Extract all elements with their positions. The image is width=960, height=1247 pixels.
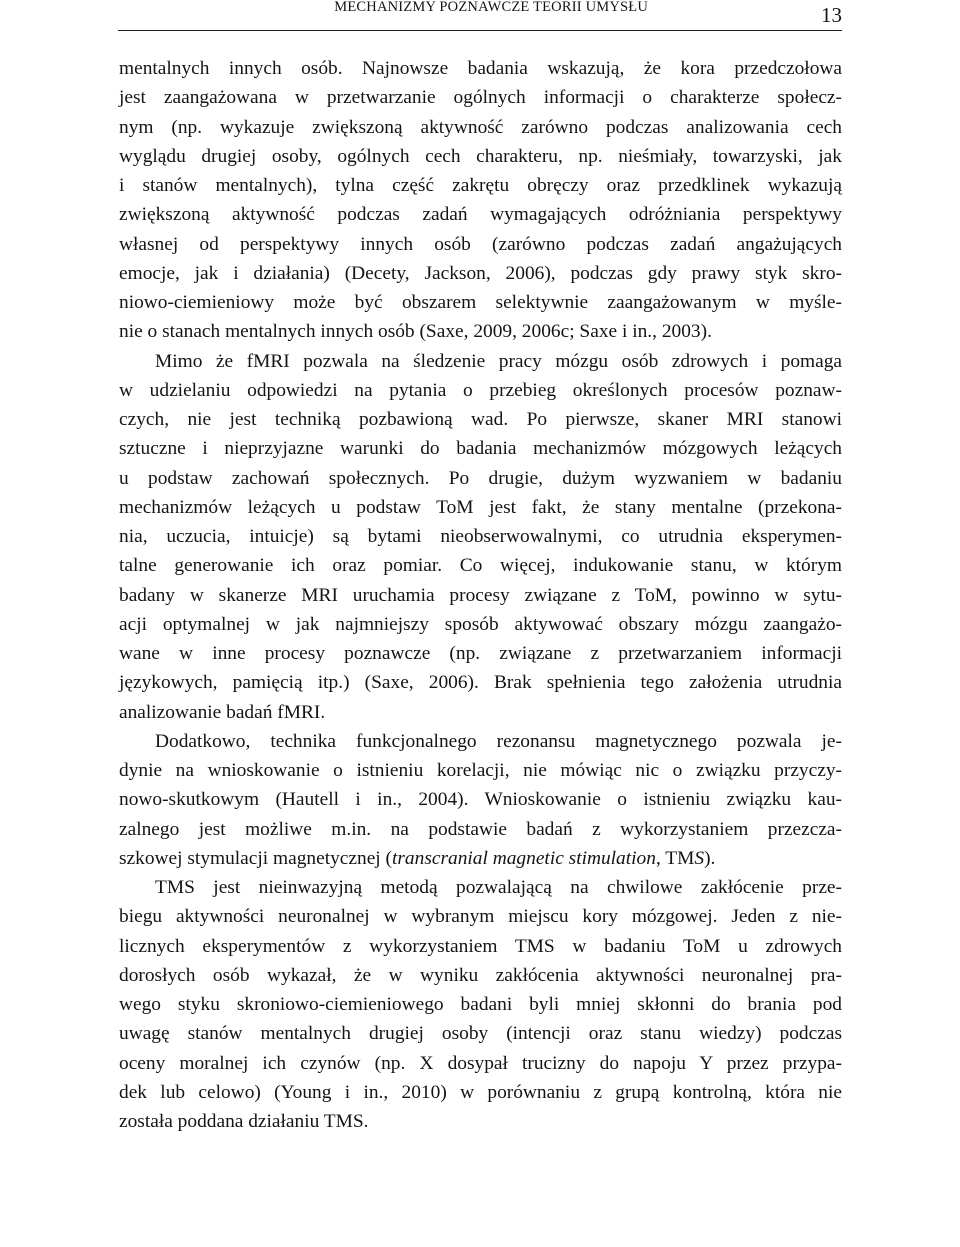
body-text <box>119 54 842 1136</box>
running-title: MECHANIZMY POZNAWCZE TEORII UMYSŁU <box>334 0 648 15</box>
paragraph-3 <box>119 727 842 873</box>
text-line: talne generowanie ich oraz pomiar. Co więcej, indukowanie stanu, w którym <box>119 555 842 577</box>
text-line: emocje, jak i działania) (Decety, Jackson, 2006), podczas gdy prawy styk skro- <box>119 262 842 284</box>
text-line: jest zaangażowana w przetwarzanie ogólnych informacji o charakterze społecz- <box>119 87 842 109</box>
paragraph-1 <box>119 54 842 347</box>
text-line: Dodatkowo, technika funkcjonalnego rezonansu magnetycznego pozwala je- <box>155 730 842 752</box>
text-line: własnej od perspektywy innych osób (zarówno podczas zadań angażujących <box>119 233 842 255</box>
text-line: badany w skanerze MRI uruchamia procesy związane z ToM, powinno w sytu- <box>119 584 842 606</box>
text-line: acji optymalnej w jak najmniejszy sposób aktywować obszary mózgu zaangażo- <box>119 613 842 635</box>
text-line: wane w inne procesy poznawcze (np. związane z przetwarzaniem informacji <box>119 643 842 664</box>
text-line: Mimo że fMRI pozwala na śledzenie pracy mózgu osób zdrowych i pomaga <box>155 350 842 372</box>
text-line: uwagę stanów mentalnych drugiej osoby (intencji oraz stanu wiedzy) podczas <box>119 1023 842 1045</box>
text-line: licznych eksperymentów z wykorzystaniem TMS w badaniu ToM u zdrowych <box>119 935 842 957</box>
text-line: zalnego jest możliwe m.in. na podstawie badań z wykorzystaniem przezcza- <box>119 818 842 840</box>
text-run: , TM <box>655 847 695 869</box>
text-line: niowo-ciemieniowy może być obszarem selektywnie zaangażowanym w myśle- <box>119 292 842 313</box>
text-line: oceny moralnej ich czynów (np. X dosypał trucizny do napoju Y przez przypa- <box>119 1052 842 1074</box>
text-line: nym (np. wykazuje zwiększoną aktywność zarówno podczas analizowania cech <box>119 116 842 138</box>
text-line: i stanów mentalnych), tylna część zakrętu obręczy oraz przedklinek wykazują <box>119 175 842 196</box>
text-run: ). <box>704 847 716 869</box>
text-line: dynie na wnioskowanie o istnieniu korelacji, nie mówiąc nic o związku przyczy- <box>119 760 842 781</box>
page-number: 13 <box>821 3 842 27</box>
text-line: dek lub celowo) (Young i in., 2010) w porównaniu z grupą kontrolną, która nie <box>119 1081 842 1103</box>
text-line <box>119 844 842 873</box>
text-line: u podstaw zachowań społecznych. Po drugie, dużym wyzwaniem w badaniu <box>119 467 842 489</box>
text-line: analizowanie badań fMRI. <box>119 701 326 723</box>
text-line: czych, nie jest techniką pozbawioną wad. Po pierwsze, skaner MRI stanowi <box>119 409 842 430</box>
text-run: szkowej stymulacji magnetycznej ( <box>119 847 392 869</box>
text-line: biegu aktywności neuronalnej w wybranym miejscu kory mózgowej. Jeden z nie- <box>119 906 842 928</box>
text-line: wyglądu drugiej osoby, ogólnych cech charakteru, np. nieśmiały, towarzyski, jak <box>119 145 842 167</box>
text-line: sztuczne i nieprzyjazne warunki do badania mechanizmów mózgowych leżących <box>119 438 842 460</box>
paragraph-4 <box>119 873 842 1136</box>
text-line: nowo-skutkowym (Hautell i in., 2004). Wnioskowanie o istnieniu związku kau- <box>119 789 842 811</box>
text-line: mentalnych innych osób. Najnowsze badania wskazują, że kora przedczołowa <box>119 58 842 79</box>
paragraph-2 <box>119 347 842 727</box>
text-line: TMS jest nieinwazyjną metodą pozwalającą na chwilowe zakłócenie prze- <box>155 877 842 898</box>
text-line: w udzielaniu odpowiedzi na pytania o przebieg określonych procesów poznaw- <box>119 379 842 401</box>
text-line: językowych, pamięcią itp.) (Saxe, 2006). Brak spełnienia tego założenia utrudnia <box>119 672 842 694</box>
running-header <box>118 0 842 31</box>
text-line: wego styku skroniowo-ciemieniowego badani byli mniej skłonni do brania pod <box>119 994 842 1015</box>
text-line: dorosłych osób wykazał, że w wyniku zakłócenia aktywności neuronalnej pra- <box>119 964 842 986</box>
italic-term: transcranial magnetic stimulation <box>392 847 656 869</box>
text-line: zwiększoną aktywność podczas zadań wymagających odróżniania perspektywy <box>119 204 842 226</box>
text-line: nia, uczucia, intuicje) są bytami nieobserwowalnymi, co utrudnia eksperymen- <box>119 526 842 547</box>
text-line: została poddana działaniu TMS. <box>119 1111 369 1132</box>
text-line: mechanizmów leżących u podstaw ToM jest fakt, że stany mentalne (przekona- <box>119 496 842 518</box>
italic-letter: S <box>694 847 705 869</box>
text-line: nie o stanach mentalnych innych osób (Saxe, 2009, 2006c; Saxe i in., 2003). <box>119 321 712 343</box>
